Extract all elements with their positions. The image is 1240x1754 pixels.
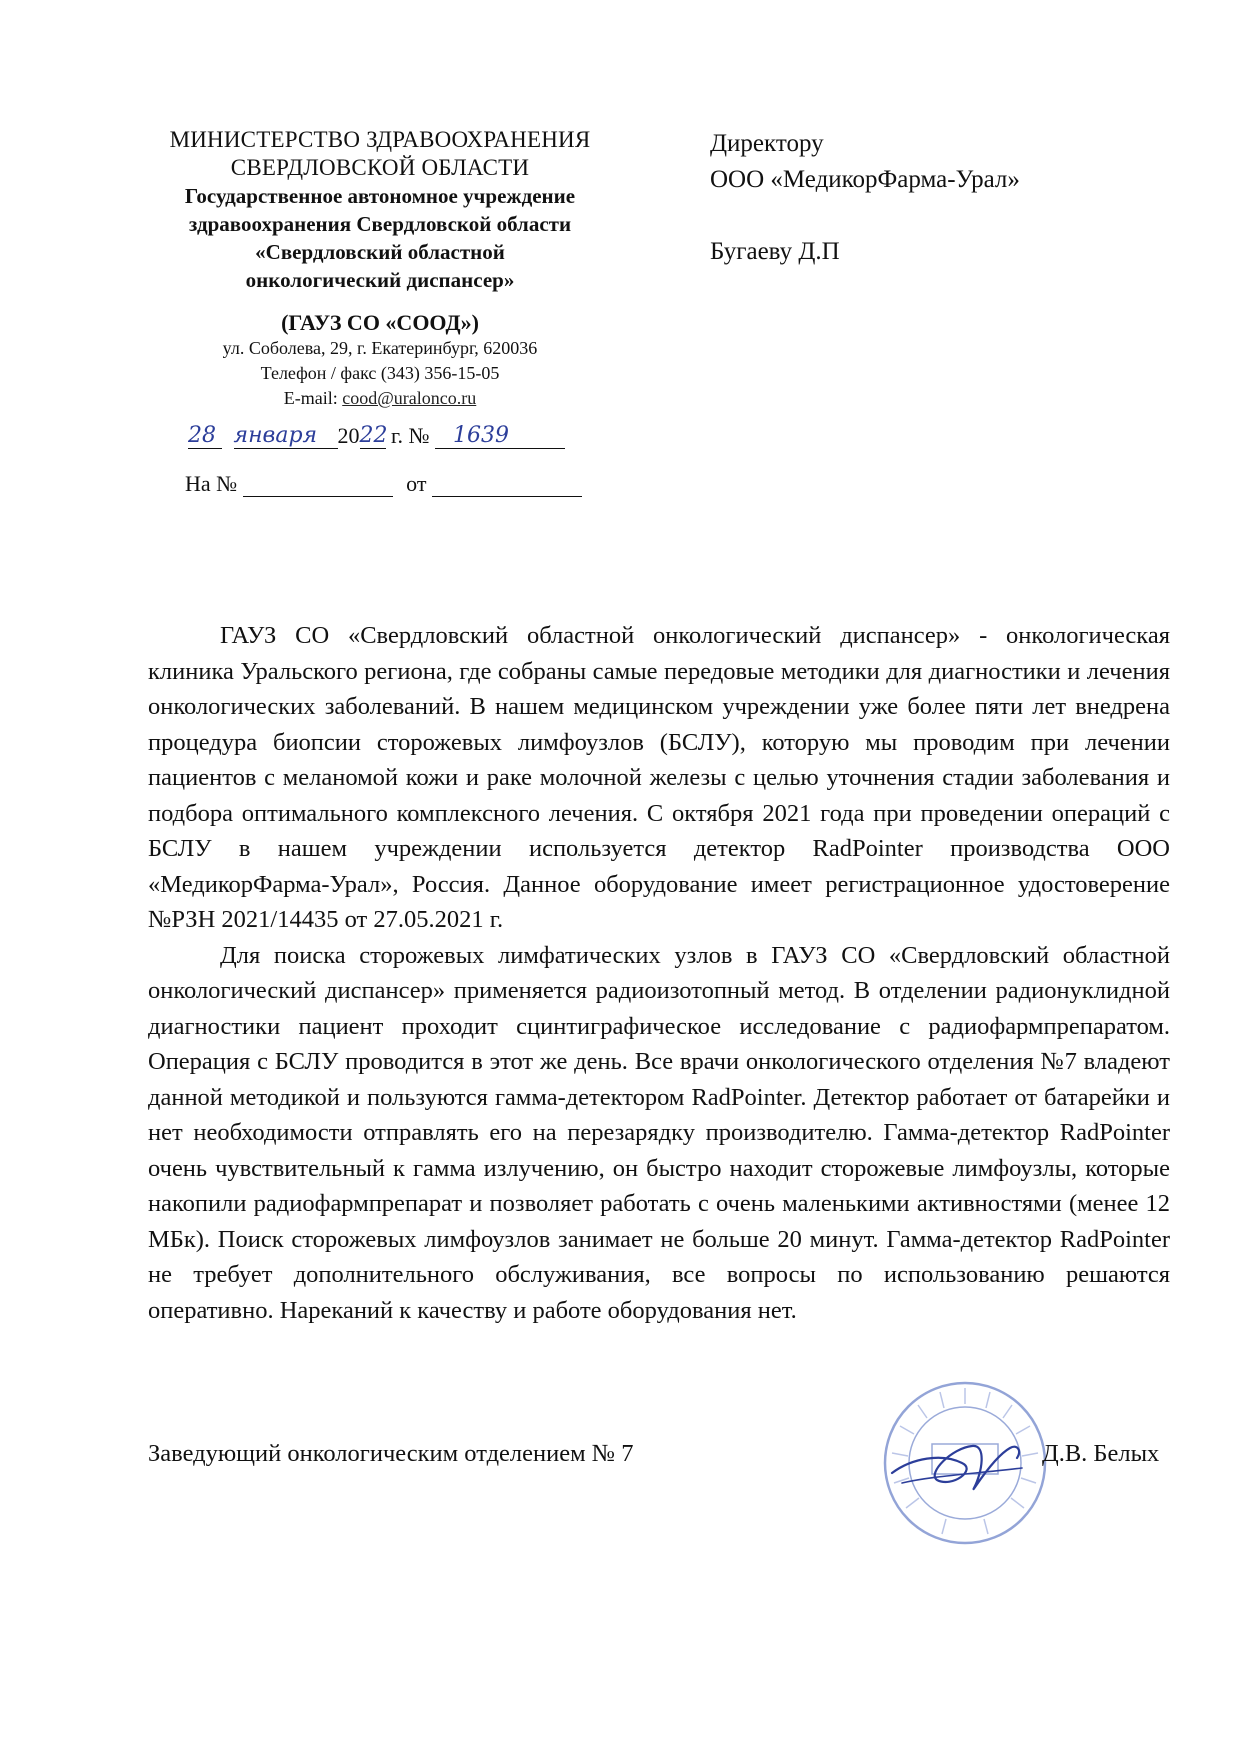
addressee-position: Директору [710,130,824,157]
ministry-line-1: МИНИСТЕРСТВО ЗДРАВООХРАНЕНИЯ [169,127,591,152]
org-line-2: здравоохранения Свердловской области [188,212,572,236]
ref-date-blank [432,470,582,497]
email-label: E-mail: [283,388,343,408]
email-link[interactable]: cood@uralonco.ru [342,388,477,408]
addressee-name: Бугаеву Д.П [710,238,840,265]
reg-number: 1639 [453,423,510,448]
addressee-block [710,126,1130,270]
addressee-company: ООО «МедикорФарма-Урал» [710,166,1020,193]
letterhead [140,126,620,411]
reg-year: 22 [359,423,388,448]
org-address: ул. Соболева, 29, г. Екатеринбург, 620036 [222,338,538,358]
body-paragraph-1: ГАУЗ СО «Свердловский областной онкологический диспансер» - онкологическая клиника Уральского региона, где собраны самые передовые методики для диагностики и лечения онкологических заболеваний. В нашем медицинском учреждении уже более пяти лет внедрена процедура биопсии сторожевых лимфоузлов (БСЛУ), которую мы проводим при лечении пациентов с меланомой кожи и раке молочной железы с целью уточнения стадии заболевания и подбора оптимального комплексного лечения. С октября 2021 года при проведении операций с БСЛУ в нашем учреждении используется детектор RadPointer производства ООО «МедикорФарма-Урал», Россия. Данное оборудование имеет регистрационное удостоверение №РЗН 2021/14435 от 27.05.2021 г. [148,622,1170,933]
org-line-1: Государственное автономное учреждение [184,184,576,208]
reg-month: января [233,423,318,448]
reg-day-field [188,422,222,449]
ref-number-label: На № [185,471,238,496]
reference-line [185,470,605,497]
letter-body [148,618,1170,1328]
signatory-title: Заведующий онкологическим отделением № 7 [148,1440,634,1467]
org-line-4: онкологический диспансер» [245,268,515,292]
body-paragraph-2: Для поиска сторожевых лимфатических узлов в ГАУЗ СО «Свердловский областной онкологический диспансер» применяется радиоизотопный метод. В отделении радионуклидной диагностики пациент проходит сцинтиграфическое исследование с радиофармпрепаратом. Операция с БСЛУ проводится в этот же день. Все врачи онкологического отделения №7 владеют данной методикой и пользуются гамма-детектором RadPointer. Детектор работает от батарейки и нет необходимости отправлять его на перезарядку производителю. Гамма-детектор RadPointer очень чувствительный к гамма излучению, он быстро находит сторожевые лимфоузлы, которые накопили радиофармпрепарат и позволяет работать с очень маленькими активностями (менее 12 МБк). Поиск сторожевых лимфоузлов занимает не больше 20 минут. Гамма-детектор RadPointer не требует дополнительного обслуживания, все вопросы по использованию решаются оперативно. Нареканий к качеству и работе оборудования нет. [148,941,1170,1324]
ref-date-label: от [406,471,427,496]
reg-month-field [234,422,338,449]
org-short-name: (ГАУЗ СО «СООД») [281,310,479,335]
ref-number-blank [243,470,393,497]
signatory-name: Д.В. Белых [1042,1440,1160,1467]
reg-number-field [435,422,565,449]
org-line-3: «Свердловский областной [255,240,505,264]
reg-day: 28 [188,423,216,448]
reg-year-field [360,422,386,449]
handwritten-signature [882,1418,1032,1508]
org-email-line [140,386,620,411]
reg-year-prefix: 20 [337,423,360,448]
reg-number-label: г. № [391,423,430,448]
ministry-line-2: СВЕРДЛОВСКОЙ ОБЛАСТИ [230,155,530,180]
registration-line [188,422,588,456]
org-phone: Телефон / факс (343) 356-15-05 [260,363,500,383]
